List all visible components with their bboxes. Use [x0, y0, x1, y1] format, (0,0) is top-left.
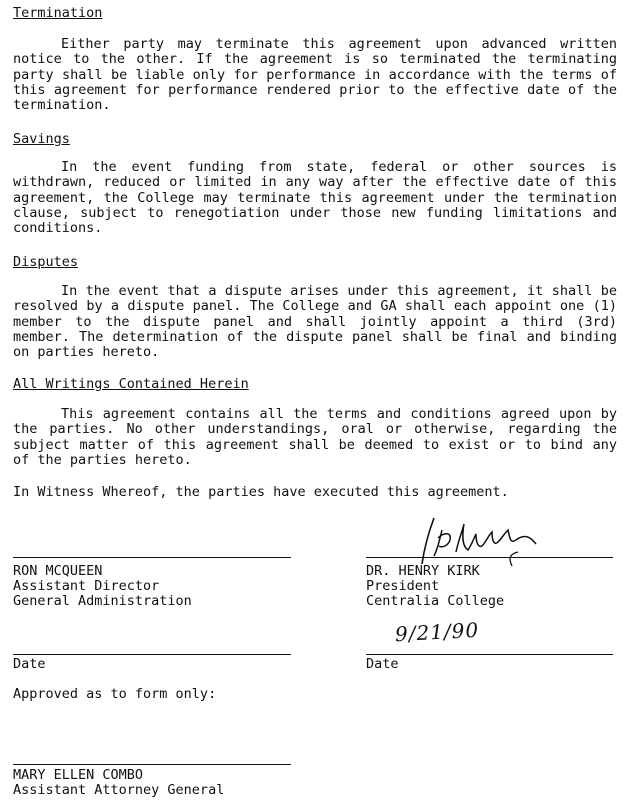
- witness-statement: In Witness Whereof, the parties have executed this agreement.: [13, 484, 509, 500]
- section-body-savings: In the event funding from state, federal or other sources is withdrawn, reduced or limited in any way after the effective date of this agreement, the College may terminate this agreement under the termination clause, subject to renegotiation under those new funding limitations and conditions.: [13, 159, 617, 237]
- section-body-termination: Either party may terminate this agreement upon advanced written notice to the other. If the agreement is so terminated the terminating party shall be liable only for performance in accordance with the terms of this agreement for performance rendered prior to the effective date of the termination.: [13, 36, 617, 114]
- signatory-right-title: President: [366, 578, 440, 594]
- handwritten-date: 9/21/90: [394, 617, 480, 647]
- date-label-right: Date: [366, 656, 399, 672]
- date-line-left: [13, 654, 291, 655]
- date-line-right: [366, 654, 613, 655]
- section-body-disputes: In the event that a dispute arises under this agreement, it shall be resolved by a dispute panel. The College and GA shall each appoint one (1) member to the dispute panel and shall jointly appoint a third (3rd) member. The determination of the dispute panel shall be final and binding on parties hereto.: [13, 283, 617, 361]
- signatory-right-org: Centralia College: [366, 593, 505, 609]
- signature-line-left: [13, 557, 291, 558]
- section-heading-all-writings: All Writings Contained Herein: [13, 376, 249, 392]
- signature-line-right: [366, 557, 613, 558]
- approval-signature-line: [13, 764, 291, 765]
- signatory-left-org: General Administration: [13, 593, 192, 609]
- approval-label: Approved as to form only:: [13, 686, 217, 702]
- handwritten-signature-icon: [412, 508, 552, 570]
- signatory-right-name: DR. HENRY KIRK: [366, 563, 480, 579]
- section-heading-savings: Savings: [13, 131, 70, 147]
- section-heading-termination: Termination: [13, 5, 103, 21]
- date-label-left: Date: [13, 656, 46, 672]
- section-heading-disputes: Disputes: [13, 254, 79, 270]
- approver-name: MARY ELLEN COMBO: [13, 767, 144, 783]
- signatory-left-name: RON MCQUEEN: [13, 563, 103, 579]
- approver-title: Assistant Attorney General: [13, 782, 225, 798]
- signatory-left-title: Assistant Director: [13, 578, 160, 594]
- section-body-all-writings: This agreement contains all the terms and conditions agreed upon by the parties. No other understandings, oral or otherwise, regarding the subject matter of this agreement shall be deemed to exist or to bind any of the parties hereto.: [13, 406, 617, 468]
